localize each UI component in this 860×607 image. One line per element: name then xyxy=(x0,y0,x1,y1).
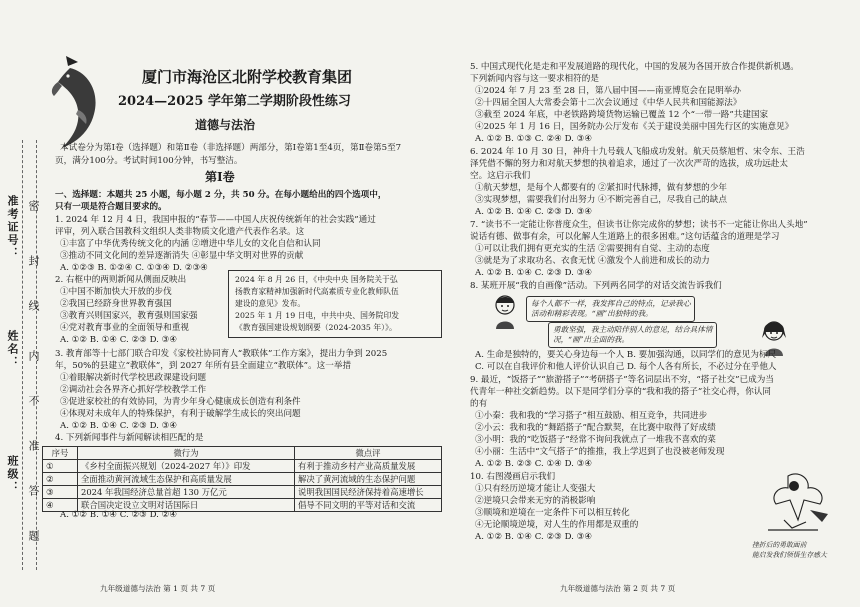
table-cell: ① xyxy=(43,460,78,473)
footer-left: 九年级道德与法治 第 1 页 共 7 页 xyxy=(100,584,216,593)
q2-answers: A. ①② B. ①④ C. ②③ D. ③④ xyxy=(60,335,178,345)
name-label: 姓名： xyxy=(6,330,19,369)
q5-option-3: ③截至 2024 年底，中老铁路跨境货物运输已覆盖 12 个“一带一路”共建国家 xyxy=(475,110,769,120)
section-one-line-2: 只有一项是符合题目要求的。 xyxy=(55,202,167,212)
student-boy-icon xyxy=(488,293,522,331)
q7-stem-1: 7. “读书不一定能让你普度众生，但读书让你完成你的梦想；读书不一定能让你出人头地” xyxy=(470,220,808,230)
table-cell: ④ xyxy=(43,499,78,512)
bubble-1-line-1: 每个人都不一样，我发挥自己的特点，记录我心 xyxy=(531,299,691,308)
q5-stem-1: 5. 中国式现代化是走和平发展道路的现代化，中国的发展为各国开放合作提供新机遇。 xyxy=(470,62,799,72)
table-cell: 《乡村全面振兴规划（2024-2027 年）》印发 xyxy=(78,460,295,473)
table-row xyxy=(43,460,442,473)
part-one-title: 第Ⅰ卷 xyxy=(205,170,235,184)
q7-option-12: ①可以让我们拥有更充实的生活 ②需要拥有自觉、主动的态度 xyxy=(475,244,710,254)
exam-number-label: 准考证号： xyxy=(6,195,19,260)
q2-option-4: ④党对教育事业的全面领导和重视 xyxy=(60,323,189,333)
table-cell: 有利于推动乡村产业高质量发展 xyxy=(295,460,442,473)
q3-option-1: ①着眼解决新时代学校思政课建设问题 xyxy=(60,373,207,383)
q2-option-1: ①中国不断加快大开放的步伐 xyxy=(60,287,172,297)
q9-option-3: ③小明：我的“吃饭搭子”经常不询问我就点了一堆我不喜欢的菜 xyxy=(475,435,716,445)
bubble-2-line-1: 勇敢坚强，我主动陪伴别人的意见，结合具体情 xyxy=(553,325,713,334)
seal-word-1: 密 xyxy=(27,200,40,213)
q1-option-34: ③推动不同文化间的差异逐渐消失 ④彰显中华文明对世界的贡献 xyxy=(60,251,304,261)
q10-option-2: ②逆境只会带来无穷的消极影响 xyxy=(475,496,596,506)
q5-option-1: ①2024 年 7 月 23 至 28 日，第八届中国——南亚博览会在昆明举办 xyxy=(475,86,741,96)
q9-option-1: ①小秦：我和我的“学习搭子”相互鼓励、相互竞争，共同进步 xyxy=(475,411,708,421)
q7-option-34: ③就是为了求取功名、衣食无忧 ④激发个人前进和成长的动力 xyxy=(475,256,710,266)
q3-option-4: ④体现对未成年人的特殊保护，有利于破解学生成长的突出问题 xyxy=(60,409,301,419)
q3-answers: A. ①② B. ①④ C. ②③ D. ③④ xyxy=(60,421,178,431)
class-label: 班级： xyxy=(6,455,19,494)
table-cell: 说明我国国民经济保持着高速增长 xyxy=(295,486,442,499)
seal-word-2: 封 xyxy=(27,255,40,268)
q3-stem-1: 3. 教育部等十七部门联合印发《家校社协同育人“教联体”工作方案》，提出力争到 2025 xyxy=(55,349,388,359)
table-cell: 解决了黄河流域的生态保护问题 xyxy=(295,473,442,486)
intro-line-1: 本试卷分为第Ⅰ卷（选择题）和第Ⅱ卷（非选择题）两部分，第Ⅰ卷第1至4页，第Ⅱ卷第5至7 xyxy=(60,143,402,153)
news-table xyxy=(42,446,442,512)
q1-stem-1: 1. 2024 年 12 月 4 日，我国申报的“春节——中国人庆祝传统新年的社会实践”通过 xyxy=(55,215,376,225)
cartoon-caption-2: 能启发我们领悟生存感大 xyxy=(752,551,827,559)
q5-option-4: ④2025 年 1 月 16 日，国务院办公厅发布《关于建设美丽中国先行区的实施意见》 xyxy=(475,122,794,132)
table-header-behavior: 微行为 xyxy=(78,447,295,460)
news-line-5: 《教育强国建设规划纲要（2024-2035 年）》。 xyxy=(235,323,397,332)
q3-option-3: ③促进家校社的有效协同，为青少年身心健康成长创造有利条件 xyxy=(60,397,301,407)
table-cell: ③ xyxy=(43,486,78,499)
q9-stem-3: 的有 xyxy=(470,399,488,409)
news-line-3: 建设的意见》发布。 xyxy=(235,299,306,308)
q1-stem-2: 评审，列入联合国教科文组织人类非物质文化遗产代表作名录。这 xyxy=(55,227,305,237)
seal-word-3: 线 xyxy=(27,300,40,313)
q9-stem-2: 代青年一种社交新趋势。以下是同学们分享的“我和我的搭子”社交心得，你认同 xyxy=(470,387,771,397)
q9-option-2: ②小云：我和我的“舞蹈搭子”配合默契，在比赛中取得了好成绩 xyxy=(475,423,716,433)
q8-answer-cd: C. 可以在自我评价和他人评价认识自己 D. 每个人各有所长，不必过分在乎他人 xyxy=(475,362,777,372)
q2-option-3: ③教育兴则国家兴，教育强则国家强 xyxy=(60,311,198,321)
q2-option-2: ②我国已经跻身世界教育强国 xyxy=(60,299,172,309)
q1-answers: A. ①②③ B. ①②④ C. ①③④ D. ②③④ xyxy=(60,263,208,273)
table-cell: 全面推动黄河流域生态保护和高质量发展 xyxy=(78,473,295,486)
term-title: 2024—2025 学年第二学期阶段性练习 xyxy=(118,94,351,109)
bubble-2-line-2: 况，“画”出全面的我。 xyxy=(553,335,630,344)
q8-stem: 8. 某班开展“我的自画像”活动。下列两名同学的对话交流告诉我们 xyxy=(470,281,722,291)
q6-answers: A. ①② B. ①④ C. ②③ D. ③④ xyxy=(475,207,593,217)
q6-option-34: ③实现梦想，需要我们付出努力 ④不断完善自己，尽我自己的缺点 xyxy=(475,195,727,205)
q9-option-4: ④小丽：生活中“文气搭子”的推推，我上学迟到了也没被老师发现 xyxy=(475,447,725,457)
q3-option-2: ②调动社会各界齐心抓好学校教学工作 xyxy=(60,385,207,395)
table-cell: 联合国决定设立文明对话国际日 xyxy=(78,499,295,512)
q10-option-1: ①只有经历逆境才能让人变强大 xyxy=(475,484,596,494)
q9-stem-1: 9. 最近，“饭搭子”“旅游搭子”“考研搭子”等名词层出不穷，“搭子社交”已成为当 xyxy=(470,375,774,385)
q4-answers: A. ①② B. ①④ C. ②③ D. ②④ xyxy=(60,510,178,520)
q4-stem: 4. 下列新闻事件与新闻解读相匹配的是 xyxy=(55,433,204,443)
speech-bubble-1 xyxy=(526,296,695,322)
cartoon-caption-1: 挫折后的勇敢面前 xyxy=(752,541,807,549)
q7-stem-2: 说话有德、做事有余，可以化解人生道路上的很多困难。”这句话蕴含的道理是学习 xyxy=(470,232,780,242)
q5-option-2: ②十四届全国人大常委会第十二次会议通过《中华人民共和国能源法》 xyxy=(475,98,742,108)
q10-stem: 10. 右图漫画启示我们 xyxy=(470,472,556,482)
q1-option-12: ①丰富了中华优秀传统文化的内涵 ②增进中华儿女的文化自信和认同 xyxy=(60,239,321,249)
table-cell: 2024 年我国经济总量首超 130 万亿元 xyxy=(78,486,295,499)
q2-stem: 2. 右框中的两则新闻从侧面反映出 xyxy=(55,275,187,285)
q10-option-3: ③顺境和逆境在一定条件下可以相互转化 xyxy=(475,508,630,518)
news-line-2: 扬教育家精神加强新时代高素质专业化教师队伍 xyxy=(235,287,399,296)
footer-right: 九年级道德与法治 第 2 页 共 7 页 xyxy=(560,584,676,593)
q6-stem-2: 泽凭借不懈的努力和对航天梦想的执着追求，通过了一次次严苛的选拔，成功远赴太 xyxy=(470,159,788,169)
school-title: 厦门市海沧区北附学校教育集团 xyxy=(142,68,353,86)
q7-answers: A. ①② B. ①④ C. ②③ D. ③④ xyxy=(475,268,593,278)
table-header-index: 序号 xyxy=(43,447,78,460)
q6-stem-3: 空。这启示我们 xyxy=(470,171,531,181)
seal-word-4: 内 xyxy=(27,350,40,363)
news-line-1: 2024 年 8 月 26 日，《中央中央 国务院关于弘 xyxy=(235,275,398,284)
news-box xyxy=(228,270,442,338)
q5-stem-2: 下列新闻内容与这一要求相符的是 xyxy=(470,74,599,84)
q9-answers: A. ①② B. ②③ C. ①④ D. ③④ xyxy=(475,459,593,469)
subject-title: 道德与法治 xyxy=(195,118,256,132)
table-cell: ② xyxy=(43,473,78,486)
news-line-4: 2025 年 1 月 19 日电，中共中央、国务院印发 xyxy=(235,311,400,320)
q6-option-12: ①航天梦想，是每个人都要有的 ②紧扣时代脉搏，做有梦想的少年 xyxy=(475,183,727,193)
bubble-1-line-2: 活动和精彩表现。“画”出独特的我。 xyxy=(531,309,653,318)
seal-word-8: 题 xyxy=(27,530,40,543)
table-row xyxy=(43,473,442,486)
q6-stem-1: 6. 2024 年 10 月 30 日，神舟十九号载人飞船成功发射。航天员蔡旭哲、宋令东、王浩 xyxy=(470,147,805,157)
section-one-line-1: 一、选择题：本题共 25 小题，每小题 2 分，共 50 分。在每小题给出的四个选项中， xyxy=(55,190,387,200)
q10-option-4: ④无论顺境逆境，对人生的作用都是双重的 xyxy=(475,520,639,530)
seal-word-7: 答 xyxy=(27,485,40,498)
q8-answer-ab: A. 生命是独特的，要关心身边每一个人 B. 要加强沟通，以同学们的意见为标尺 xyxy=(475,350,777,360)
q10-answers: A. ①② B. ①④ C. ②③ D. ③④ xyxy=(475,532,593,542)
intro-line-2: 页，满分100分。考试时间100分钟，书写整洁。 xyxy=(55,156,243,166)
table-cell: 倡导不同文明的平等对话和交流 xyxy=(295,499,442,512)
cartoon-icon xyxy=(748,470,838,538)
table-header-comment: 微点评 xyxy=(295,447,442,460)
school-logo-icon xyxy=(48,52,106,152)
table-header-row xyxy=(43,447,442,460)
speech-bubble-2 xyxy=(548,322,717,348)
table-row xyxy=(43,486,442,499)
seal-word-6: 准 xyxy=(27,440,40,453)
seal-line xyxy=(22,140,23,570)
q3-stem-2: 年，50%的县建立“教联体”，到 2027 年所有县全面建立“教联体”。这一举措 xyxy=(55,361,352,371)
q5-answers: A. ①② B. ①③ C. ②④ D. ③④ xyxy=(475,134,593,144)
seal-word-5: 不 xyxy=(27,395,40,408)
